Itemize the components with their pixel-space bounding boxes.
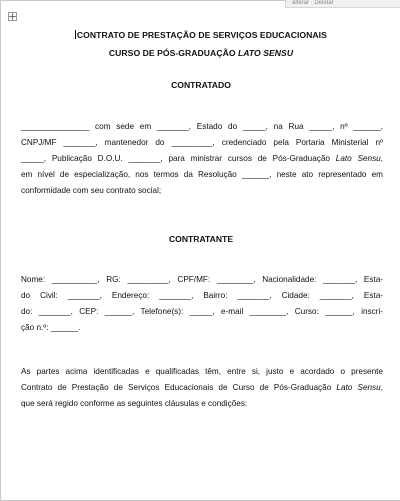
paragraph-line: que será regido conforme as seguintes cláusulas e condições: — [21, 399, 248, 408]
closing-paragraph — [21, 364, 383, 412]
contratado-paragraph — [21, 119, 383, 199]
paragraph-line: CNPJ/MF _______, mantenedor do _________, credenciado pela Portaria Ministerial nº — [21, 138, 383, 147]
paragraph-line: ção n.º: ______. — [21, 323, 81, 332]
contratante-heading: CONTRATANTE — [168, 234, 234, 244]
paragraph-line: do: _______, CEP: ______, Telefone(s): _____, e-mail ________, Curso: ______, inscri- — [21, 307, 383, 316]
paragraph-line: em nível de especialização, nos termos da Resolução ______, neste ato representado em — [21, 170, 383, 179]
paragraph-line: conformidade com seu contrato social; — [21, 186, 162, 195]
contract-title — [1, 29, 400, 59]
title-line-2: CURSO DE PÓS-GRADUAÇÃO LATO SENSU — [108, 48, 294, 58]
paragraph-line: Nome: __________, RG: _________, CPF/MF: ________, Nacionalidade: _______, Esta- — [21, 275, 383, 284]
text-cursor — [75, 30, 76, 39]
comment-toolbar-tab[interactable]: alterar · Deletar — [285, 0, 400, 8]
paragraph-line: do Civil: _______, Endereço: _______, Bairro: _______, Cidade: _______, Esta- — [21, 291, 383, 300]
title-line-1: CONTRATO DE PRESTAÇÃO DE SERVIÇOS EDUCACIONAIS — [76, 30, 327, 40]
contratante-paragraph — [21, 272, 383, 336]
contratado-heading: CONTRATADO — [171, 80, 231, 90]
paragraph-line: Contrato de Prestação de Serviços Educacionais de Curso de Pós-Graduação Lato Sensu, — [21, 383, 383, 392]
paragraph-line: _____, Publicação D.O.U. _______, para ministrar cursos de Pós-Graduação Lato Sensu, — [21, 154, 383, 163]
paragraph-line: As partes acima identificadas e qualificadas têm, entre si, justo e acordado o presente — [21, 367, 383, 376]
paragraph-line: _______________ com sede em _______, Estado do _____, na Rua _____, nº ______, — [21, 122, 383, 131]
table-move-handle-icon[interactable] — [8, 12, 17, 21]
